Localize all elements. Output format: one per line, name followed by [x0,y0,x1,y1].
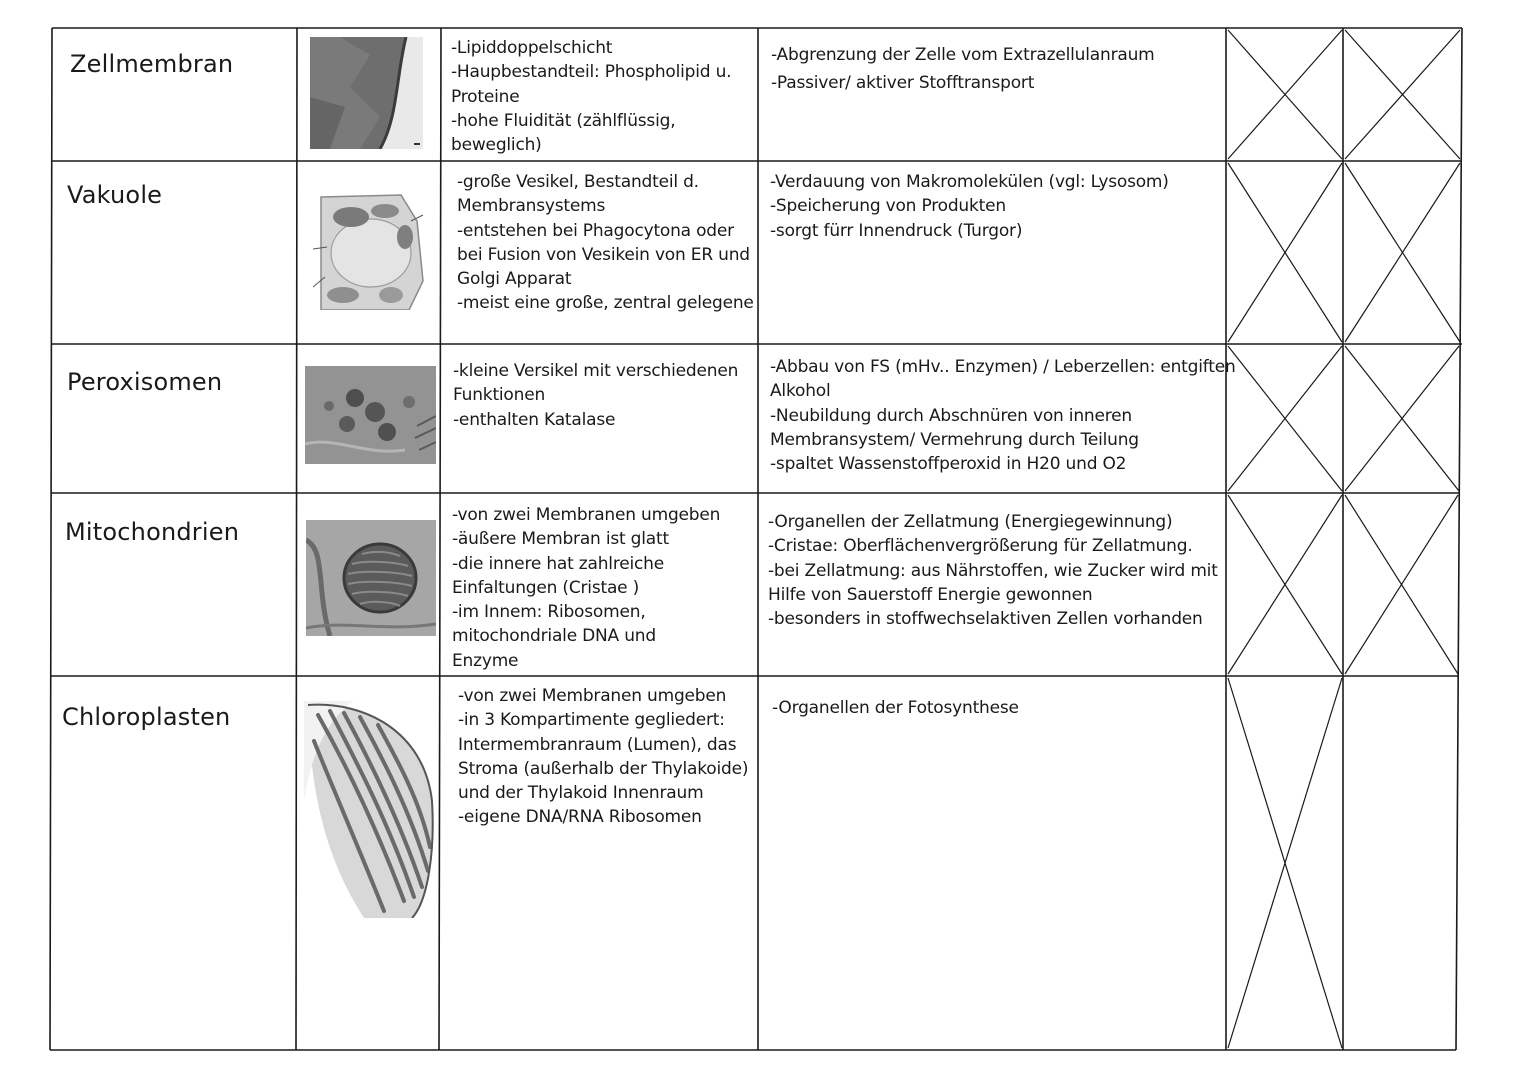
cell-membrane-micrograph-icon [310,37,423,149]
function-text: -Abbau von FS (mHv.. Enzymen) / Leberzellen: entgiften Alkohol -Neubildung durch Abschnüren von inneren Membransystem/ Vermehrung durch Teilung -spaltet Wassenstoffperoxid in H20 und O2 [770,357,1236,475]
structure-text: -große Vesikel, Bestandteil d. Membransystems -entstehen bei Phagocytona oder bei Fusion von Vesikein von ER und Golgi Apparat -meist eine große, zentral gelegene [457,172,754,314]
empty-cell-cross-icon [1345,30,1460,159]
empty-cell-cross-icon [1228,678,1342,1048]
structure-text: -von zwei Membranen umgeben -äußere Membran ist glatt -die innere hat zahlreiche Einfaltungen (Cristae ) -im Innem: Ribosomen, mitochondriale DNA und Enzyme [452,505,721,671]
chloroplast-micrograph-icon [304,701,435,918]
empty-cell-cross-icon [1228,495,1342,674]
organelle-name: Zellmembran [70,50,234,78]
empty-cell-cross-icon [1228,346,1342,491]
organelle-name: Vakuole [67,181,163,209]
structure-text: -von zwei Membranen umgeben -in 3 Kompartimente gegliedert: Intermembranraum (Lumen), das Stroma (außerhalb der Thylakoide) und der Thylakoid Innenraum -eigene DNA/RNA Ribosomen [458,686,749,828]
organelle-name: Chloroplasten [62,703,231,731]
organelle-name: Peroxisomen [67,368,223,396]
empty-cell-cross-icon [1345,163,1460,342]
empty-cell-cross-icon [1345,346,1459,491]
function-text: -Organellen der Zellatmung (Energiegewinnung) -Cristae: Oberflächenvergrößerung für Zellatmung. -bei Zellatmung: aus Nährstoffen, wie Zucker wird mit Hilfe von Sauerstoff Energie gewonnen -besonders in stoffwechselaktiven Zellen vorhanden [768,512,1218,630]
peroxisome-micrograph-icon [305,366,436,464]
structure-text: -kleine Versikel mit verschiedenen Funktionen -enthalten Katalase [453,361,739,430]
function-text: -Abgrenzung der Zelle vom Extrazellulanraum -Passiver/ aktiver Stofftransport [771,45,1155,93]
empty-cell-cross-icon [1345,495,1458,674]
vacuole-micrograph-icon [313,191,426,310]
function-text: -Organellen der Fotosynthese [772,698,1019,718]
empty-cell-cross-icon [1228,30,1342,159]
organelle-name: Mitochondrien [65,518,240,546]
empty-cell-cross-icon [1228,163,1342,342]
structure-text: -Lipiddoppelschicht -Haupbestandteil: Phospholipid u. Proteine -hohe Fluidität (zählflüssig, beweglich) [451,38,732,156]
function-text: -Verdauung von Makromolekülen (vgl: Lysosom) -Speicherung von Produkten -sorgt fürr Innendruck (Turgor) [770,172,1169,241]
mitochondrion-micrograph-icon [306,520,436,636]
